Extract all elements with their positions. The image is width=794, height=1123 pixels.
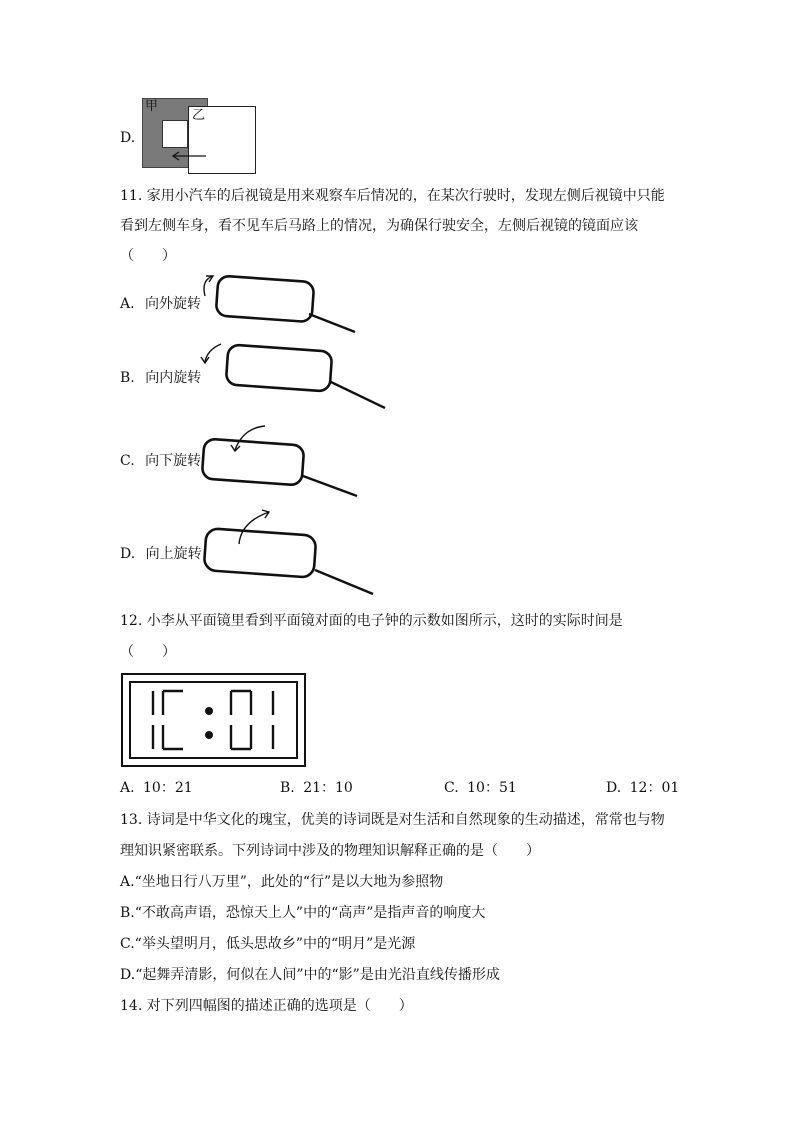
q11-paren: （ ） xyxy=(120,248,176,264)
char-jia: 甲 xyxy=(145,99,159,114)
q11-option-a-label: A. xyxy=(120,296,135,312)
q13-option-d-text: “起舞弄清影，何似在人间”中的“影”是由光沿直线传播形成 xyxy=(135,967,500,983)
q12-option-b-text: 21：10 xyxy=(303,780,353,796)
q13-option-b-label: B. xyxy=(120,905,135,921)
q13-option-c-text: “举头望明月，低头思故乡”中的“明月”是光源 xyxy=(134,936,416,952)
q11-option-b-text: 向内旋转 xyxy=(145,370,202,386)
mirror-outward-rotate-figure xyxy=(195,272,375,342)
q12-option-c-label: C. xyxy=(444,780,459,796)
q12-option-d-label: D. xyxy=(606,780,622,796)
q13-option-a-label: A. xyxy=(120,874,135,890)
q13-stem-line2: 理知识紧密联系。下列诗词中涉及的物理知识解释正确的是（ ） xyxy=(120,843,540,859)
q13-option-b[interactable] xyxy=(120,903,485,923)
gray-square-hole xyxy=(162,120,188,148)
q12-option-a-text: 10：21 xyxy=(143,780,193,796)
q12-option-d-text: 12：01 xyxy=(629,780,680,796)
char-yi: 乙 xyxy=(192,108,206,123)
q12-option-d[interactable] xyxy=(606,778,679,798)
q11-option-c[interactable] xyxy=(120,451,201,471)
q12-option-a[interactable] xyxy=(120,778,193,798)
q13-option-a-text: “坐地日行八万里”，此处的“行”是以大地为参照物 xyxy=(134,874,444,890)
q12-option-a-label: A. xyxy=(120,780,135,796)
q12-option-c[interactable] xyxy=(444,778,517,798)
q11-option-c-label: C. xyxy=(120,453,135,469)
mirror-up-rotate-figure xyxy=(195,508,385,598)
q10-option-d-label: D. xyxy=(120,130,136,146)
q10-option-d-figure xyxy=(142,98,258,174)
q12-paren: （ ） xyxy=(120,644,176,660)
q11-option-a-text: 向外旋转 xyxy=(145,296,202,312)
q14-stem: 14. 对下列四幅图的描述正确的选项是（ ） xyxy=(120,998,413,1014)
q12-stem: 12. 小李从平面镜里看到平面镜对面的电子钟的示数如图所示，这时的实际时间是 xyxy=(120,613,623,629)
q11-stem-line1: 11. 家用小汽车的后视镜是用来观察车后情况的，在某次行驶时，发现左侧后视镜中只能 xyxy=(120,188,665,204)
left-arrow-icon xyxy=(170,150,210,162)
q13-option-a[interactable] xyxy=(120,872,443,892)
q13-option-c[interactable] xyxy=(120,934,415,954)
q13-option-d[interactable] xyxy=(120,965,500,985)
q13-option-b-text: “不敢高声语，恐惊天上人”中的“高声”是指声音的响度大 xyxy=(134,905,486,921)
q11-option-d-text: 向上旋转 xyxy=(145,546,202,562)
q11-option-d[interactable] xyxy=(120,544,202,564)
q12-option-c-text: 10：51 xyxy=(467,780,517,796)
q11-option-b-label: B. xyxy=(120,370,135,386)
q11-stem-line2: 看到左侧车身，看不见车后马路上的情况，为确保行驶安全，左侧后视镜的镜面应该 xyxy=(120,218,638,234)
mirrored-digital-clock-figure xyxy=(121,673,307,769)
q13-option-c-label: C. xyxy=(120,936,135,952)
q12-option-b-label: B. xyxy=(280,780,295,796)
q11-option-d-label: D. xyxy=(120,546,136,562)
mirror-down-rotate-figure xyxy=(195,420,375,500)
q13-stem-line1: 13. 诗词是中华文化的瑰宝，优美的诗词既是对生活和自然现象的生动描述，常常也与物 xyxy=(120,812,665,828)
mirror-inward-rotate-figure xyxy=(195,338,395,413)
q11-option-c-text: 向下旋转 xyxy=(145,453,202,469)
q12-option-b[interactable] xyxy=(280,778,353,798)
q13-option-d-label: D. xyxy=(120,967,136,983)
q11-option-b[interactable] xyxy=(120,368,201,388)
q11-option-a[interactable] xyxy=(120,294,201,314)
